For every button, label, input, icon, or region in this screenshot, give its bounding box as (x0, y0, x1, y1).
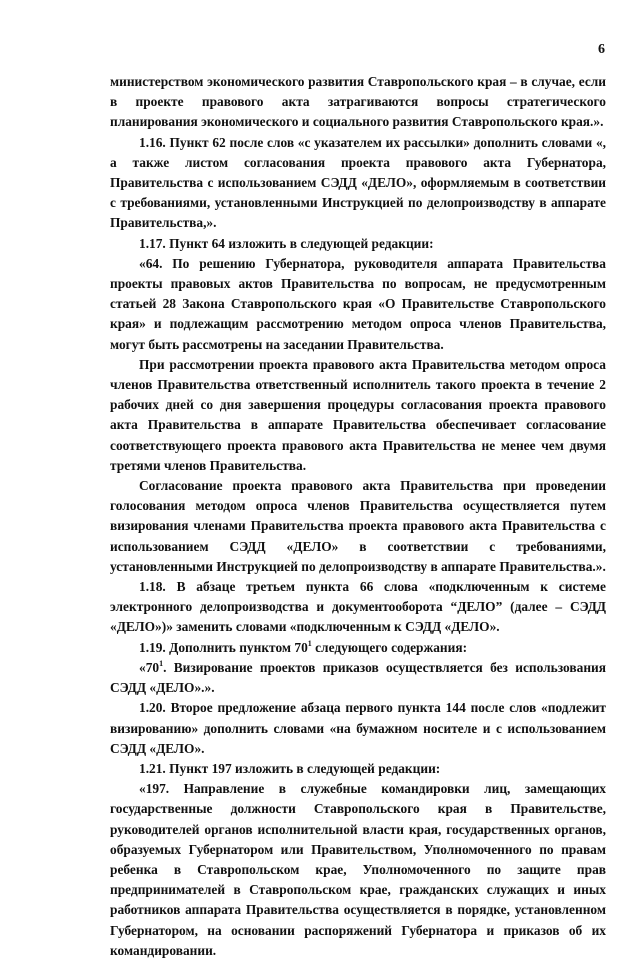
paragraph: 1.18. В абзаце третьем пункта 66 слова «подключенным к системе электронного делопроизводства и документооборота “ДЕЛО” (далее – СЭДД «ДЕЛО»)» заменить словами «подключенным к СЭДД «ДЕЛО». (110, 579, 606, 635)
paragraph: 1.16. Пункт 62 после слов «с указателем их рассылки» дополнить словами «, а также листом согласования проекта правового акта Губернатора, Правительства с использованием СЭДД «ДЕЛО», оформляемым в соответствии с требованиями, установленными Инструкцией по делопроизводству в аппарате Правительства,». (110, 134, 606, 231)
paragraph: Согласование проекта правового акта Правительства при проведении голосования методом опроса членов Правительства осуществляется путем визирования членами Правительства проекта правового акта Правительства с использованием СЭДД «ДЕЛО» в соответствии с требованиями, установленными Инструкцией по делопроизводству в аппарате Правительства.». (110, 478, 606, 574)
paragraph: «197. Направление в служебные командировки лиц, замещающих государственные должности Ставропольского края в Правительстве, руководителей органов исполнительной власти края, государственных органов, образуемых Губернатором или Правительством, Уполномоченного по правам ребенка в Ставропольском крае, Уполномоченного по защите прав предпринимателей в Ставропольском крае, гражданских служащих и иных работников аппарата Правительства осуществляется в порядке, установленном Губернатором, на основании распоряжений Губернатора и приказов об их командировании. (110, 781, 606, 958)
page-number: 6 (598, 42, 605, 57)
paragraph: 1.20. Второе предложение абзаца первого пункта 144 после слов «подлежит визированию» дополнить словами «на бумажном носителе и с использованием СЭДД «ДЕЛО». (110, 700, 606, 756)
superscript: 1 (307, 638, 312, 648)
paragraph (110, 638, 606, 658)
paragraph: 1.17. Пункт 64 изложить в следующей редакции: (139, 235, 434, 251)
paragraph: 1.21. Пункт 197 изложить в следующей редакции: (139, 760, 441, 776)
paragraph-text: «70 (139, 659, 160, 675)
paragraph-text: . Визирование проектов приказов осуществляется без использования СЭДД «ДЕЛО».». (110, 659, 606, 696)
paragraph: «64. По решению Губернатора, руководителя аппарата Правительства проекты правовых актов Правительства по вопросам, не предусмотренным статьей 28 Закона Ставропольского края «О Правительстве Ставропольского края» и подлежащим рассмотрению методом опроса членов Правительства, могут быть рассмотрены на заседании Правительства. (110, 255, 606, 352)
paragraph-text: следующего содержания: (311, 639, 468, 655)
document-body (110, 72, 606, 961)
paragraph-text: 1.19. Дополнить пунктом 70 (139, 639, 308, 655)
paragraph: При рассмотрении проекта правового акта Правительства методом опроса членов Правительства ответственный исполнитель такого проекта в течение 2 рабочих дней со дня завершения процедуры согласования проекта правового акта Правительства в аппарате Правительства обеспечивает согласование соответствующего проекта правового акта Правительства не менее чем двумя третями членов Правительства. (110, 356, 606, 473)
paragraph (110, 658, 606, 698)
superscript: 1 (159, 658, 164, 668)
paragraph: министерством экономического развития Ставропольского края – в случае, если в проекте правового акта затрагиваются вопросы стратегического планирования экономического и социального развития Ставропольского края.». (110, 74, 606, 130)
